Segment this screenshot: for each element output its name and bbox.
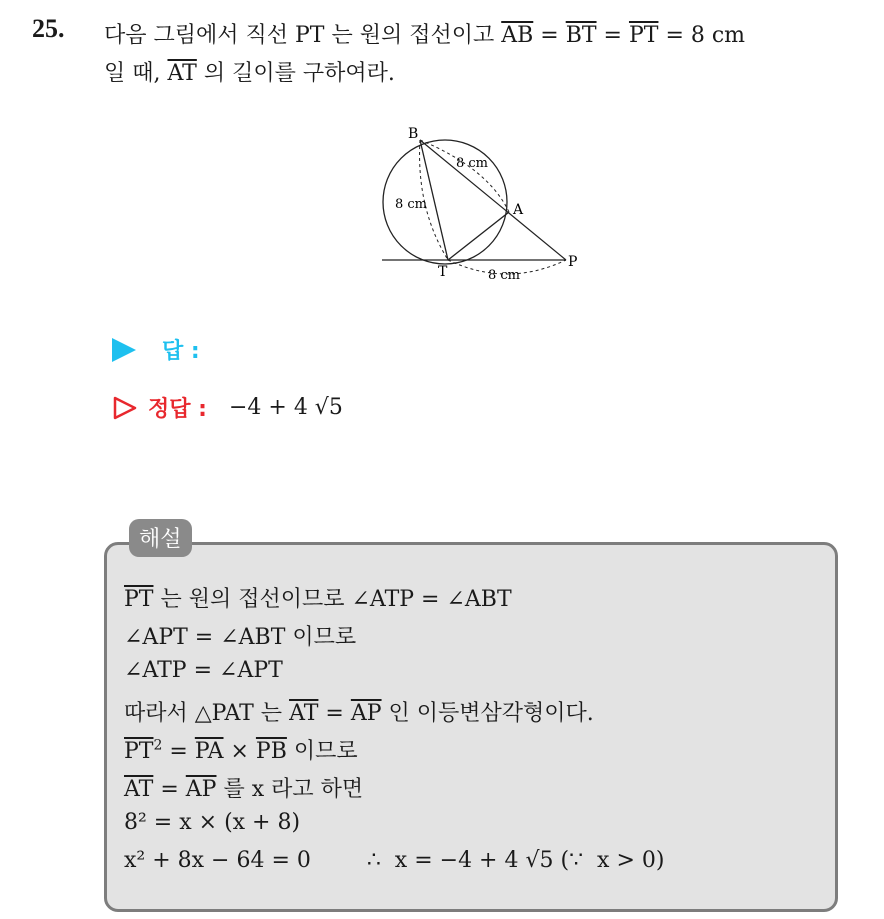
solution-text: 인 이등변삼각형이다. xyxy=(381,701,594,726)
answer-label: 답 : xyxy=(162,339,200,364)
segment-at-line xyxy=(448,212,509,260)
play-triangle-icon xyxy=(112,338,136,362)
equals: = xyxy=(318,701,351,726)
equals: = xyxy=(596,23,629,48)
label-t: T xyxy=(438,264,448,280)
label-b: B xyxy=(408,126,419,142)
segment-ab: $\overline{AB}$ xyxy=(501,23,534,48)
solution-line-1 xyxy=(124,582,512,613)
length-bt: 8 cm xyxy=(395,197,428,212)
segment-at: $\overline{AT}$ xyxy=(124,777,154,802)
solution-line-8: x² + 8x − 64 = 0 ∴ x = −4 + 4 √5 (∵ x > 0) xyxy=(124,848,665,873)
solution-text: 이므로 xyxy=(286,739,358,764)
solution-line-3: ∠ATP = ∠APT xyxy=(124,658,283,683)
segment-bt: $\overline{BT}$ xyxy=(565,23,597,48)
solution-text: 따라서 △PAT 는 xyxy=(124,701,290,726)
solution-tag: 해설 xyxy=(129,519,192,557)
answer-row xyxy=(112,334,200,365)
solution-text: 는 원의 접선이므로 ∠ATP = ∠ABT xyxy=(153,587,512,612)
segment-pa: $\overline{PA}$ xyxy=(194,739,224,764)
solution-text: 를 x 라고 하면 xyxy=(216,777,364,802)
question-line-2 xyxy=(104,56,395,87)
question-number: 25. xyxy=(32,14,65,43)
length-tp: 8 cm xyxy=(488,268,521,283)
segment-pt: $\overline{PT}$ xyxy=(124,739,154,764)
times: × xyxy=(223,739,256,764)
segment-at: $\overline{AT}$ xyxy=(289,701,319,726)
segment-ap: $\overline{AP}$ xyxy=(185,777,217,802)
correct-answer-row xyxy=(112,392,343,423)
solution-line-5 xyxy=(124,734,358,765)
solution-line-4 xyxy=(124,696,594,727)
length-value: = 8 cm xyxy=(658,23,746,48)
circle-tangent-figure xyxy=(370,118,590,288)
length-ba: 8 cm xyxy=(456,156,489,171)
segment-at: $\overline{AT}$ xyxy=(167,61,197,86)
correct-answer-value: −4 + 4 √5 xyxy=(228,395,343,420)
superscript: 2 xyxy=(153,737,163,754)
label-a: A xyxy=(513,202,524,218)
equals: = xyxy=(533,23,566,48)
question-text: 다음 그림에서 직선 PT 는 원의 접선이고 xyxy=(104,23,502,48)
segment-pt: $\overline{PT}$ xyxy=(124,587,154,612)
question-line-1 xyxy=(104,18,745,49)
question-text: 의 길이를 구하여라. xyxy=(196,61,395,86)
solution-line-7: 8² = x × (x + 8) xyxy=(124,810,301,835)
segment-ap: $\overline{AP}$ xyxy=(350,701,382,726)
equals: = xyxy=(162,739,195,764)
outline-triangle-icon xyxy=(112,395,138,421)
solution-line-6 xyxy=(124,772,363,803)
equals: = xyxy=(153,777,186,802)
question-text: 일 때, xyxy=(104,61,168,86)
label-p: P xyxy=(568,254,578,270)
correct-answer-label: 정답 : xyxy=(148,397,207,422)
solution-line-2: ∠APT = ∠ABT 이므로 xyxy=(124,625,357,650)
segment-pb: $\overline{PB}$ xyxy=(255,739,287,764)
segment-pt: $\overline{PT}$ xyxy=(628,23,659,48)
